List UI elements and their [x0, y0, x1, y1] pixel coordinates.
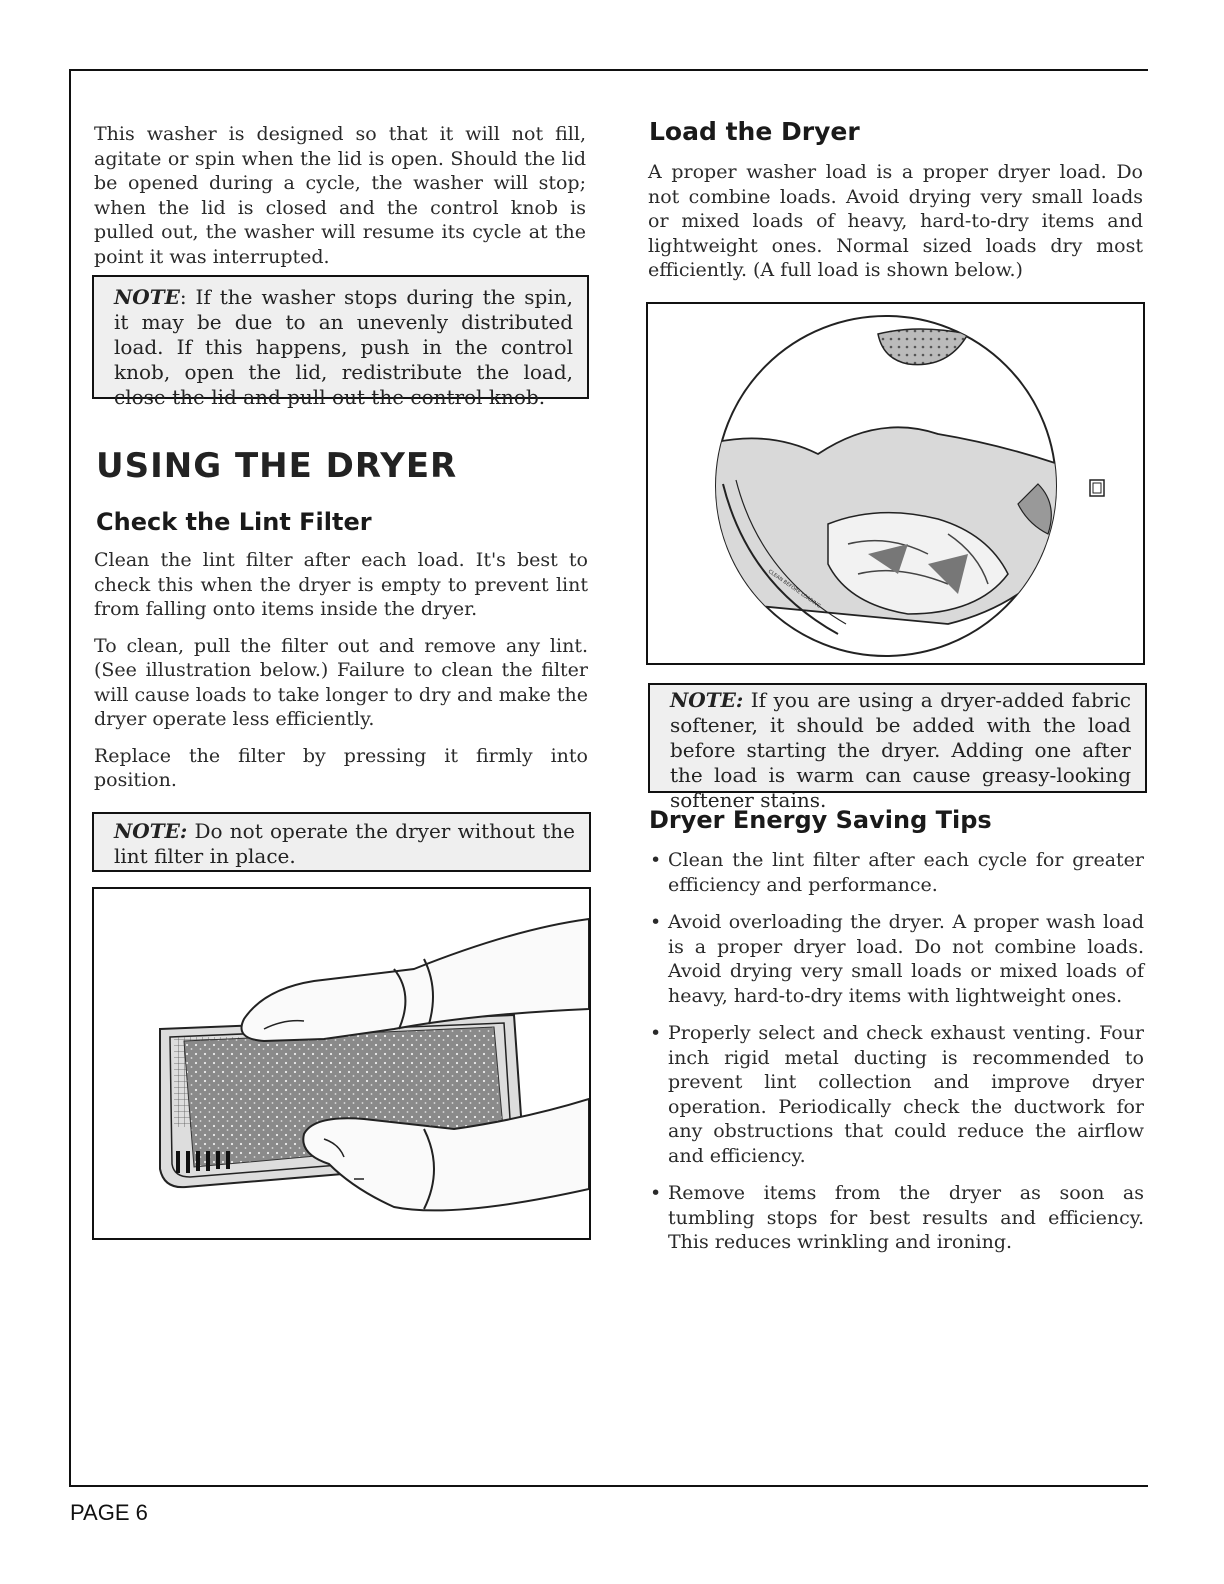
note-text: : If the washer stops during the spin, it may be due to an unevenly distributed load. If this happens, push in the control knob, open the lid, redistribute the load, close the lid and pull out the control knob.: [114, 285, 573, 409]
lint-paragraph-3: Replace the filter by pressing it firmly into position.: [94, 744, 588, 791]
lint-paragraph-2: To clean, pull the filter out and remove any lint. (See illustration below.) Failure to clean the filter will cause loads to take longer to dry and make the dryer operate less efficiently.: [94, 634, 588, 730]
load-dryer-paragraph: A proper washer load is a proper dryer load. Do not combine loads. Avoid drying very small loads or mixed loads of heavy, hard-to-dry items and lightweight ones. Normal sized loads dry most efficiently. (A full load is shown below.): [648, 161, 1143, 281]
top-rule: [70, 69, 1148, 71]
dryer-drum-image: [648, 304, 1143, 663]
lint-filter-illustration: [92, 887, 591, 1240]
tip-item: • Remove items from the dryer as soon as tumbling stops for best results and efficiency. This reduces wrinkling and ironing.: [650, 1181, 1144, 1255]
note-uneven-load: [92, 275, 589, 409]
section-title: USING THE DRYER: [96, 446, 458, 486]
left-rule: [69, 69, 71, 1487]
tip-item: • Clean the lint filter after each cycle for greater efficiency and performance.: [650, 848, 1144, 897]
drum-label: CLEAN BEFORE LOADING: [766, 568, 822, 610]
control-icon: [1090, 480, 1104, 496]
bottom-rule: [70, 1485, 1148, 1487]
page-number: PAGE 6: [70, 1500, 148, 1525]
note-label: NOTE:: [670, 688, 744, 712]
energy-tips-heading: Dryer Energy Saving Tips: [649, 806, 992, 834]
hands-removing-filter-image: [94, 889, 589, 1238]
load-dryer-heading: Load the Dryer: [649, 117, 860, 146]
lint-paragraph-1: Clean the lint filter after each load. It's best to check this when the dryer is empty to prevent lint from falling onto items inside the dryer.: [94, 549, 588, 620]
lint-filter-text: [94, 548, 588, 793]
note-fabric-softener: [648, 683, 1147, 812]
note-label: NOTE: [114, 285, 180, 309]
lint-filter-heading: Check the Lint Filter: [96, 508, 372, 536]
energy-tips-list: [650, 848, 1144, 1268]
note-lint-filter: [92, 812, 591, 872]
note-text: Do not operate the dryer without the lint filter in place.: [114, 819, 575, 868]
dryer-load-illustration: [646, 302, 1145, 665]
note-text: If you are using a dryer-added fabric softener, it should be added with the load before starting the dryer. Adding one after the load is warm can cause greasy-looking softener stains.: [670, 688, 1131, 812]
note-label: NOTE:: [114, 819, 188, 843]
washer-lid-paragraph: This washer is designed so that it will not fill, agitate or spin when the lid is open. Should the lid be opened during a cycle, the washer will stop; when the lid is closed and the control knob is pulled out, the washer will resume its cycle at the point it was interrupted.: [94, 123, 586, 268]
tip-item: • Properly select and check exhaust venting. Four inch rigid metal ducting is recommended to prevent lint collection and improve dryer operation. Periodically check the ductwork for any obstructions that could reduce the airflow and efficiency.: [650, 1021, 1144, 1168]
tip-item: • Avoid overloading the dryer. A proper wash load is a proper dryer load. Do not combine loads. Avoid drying very small loads or mixed loads of heavy, hard-to-dry items with lightweight ones.: [650, 910, 1144, 1008]
